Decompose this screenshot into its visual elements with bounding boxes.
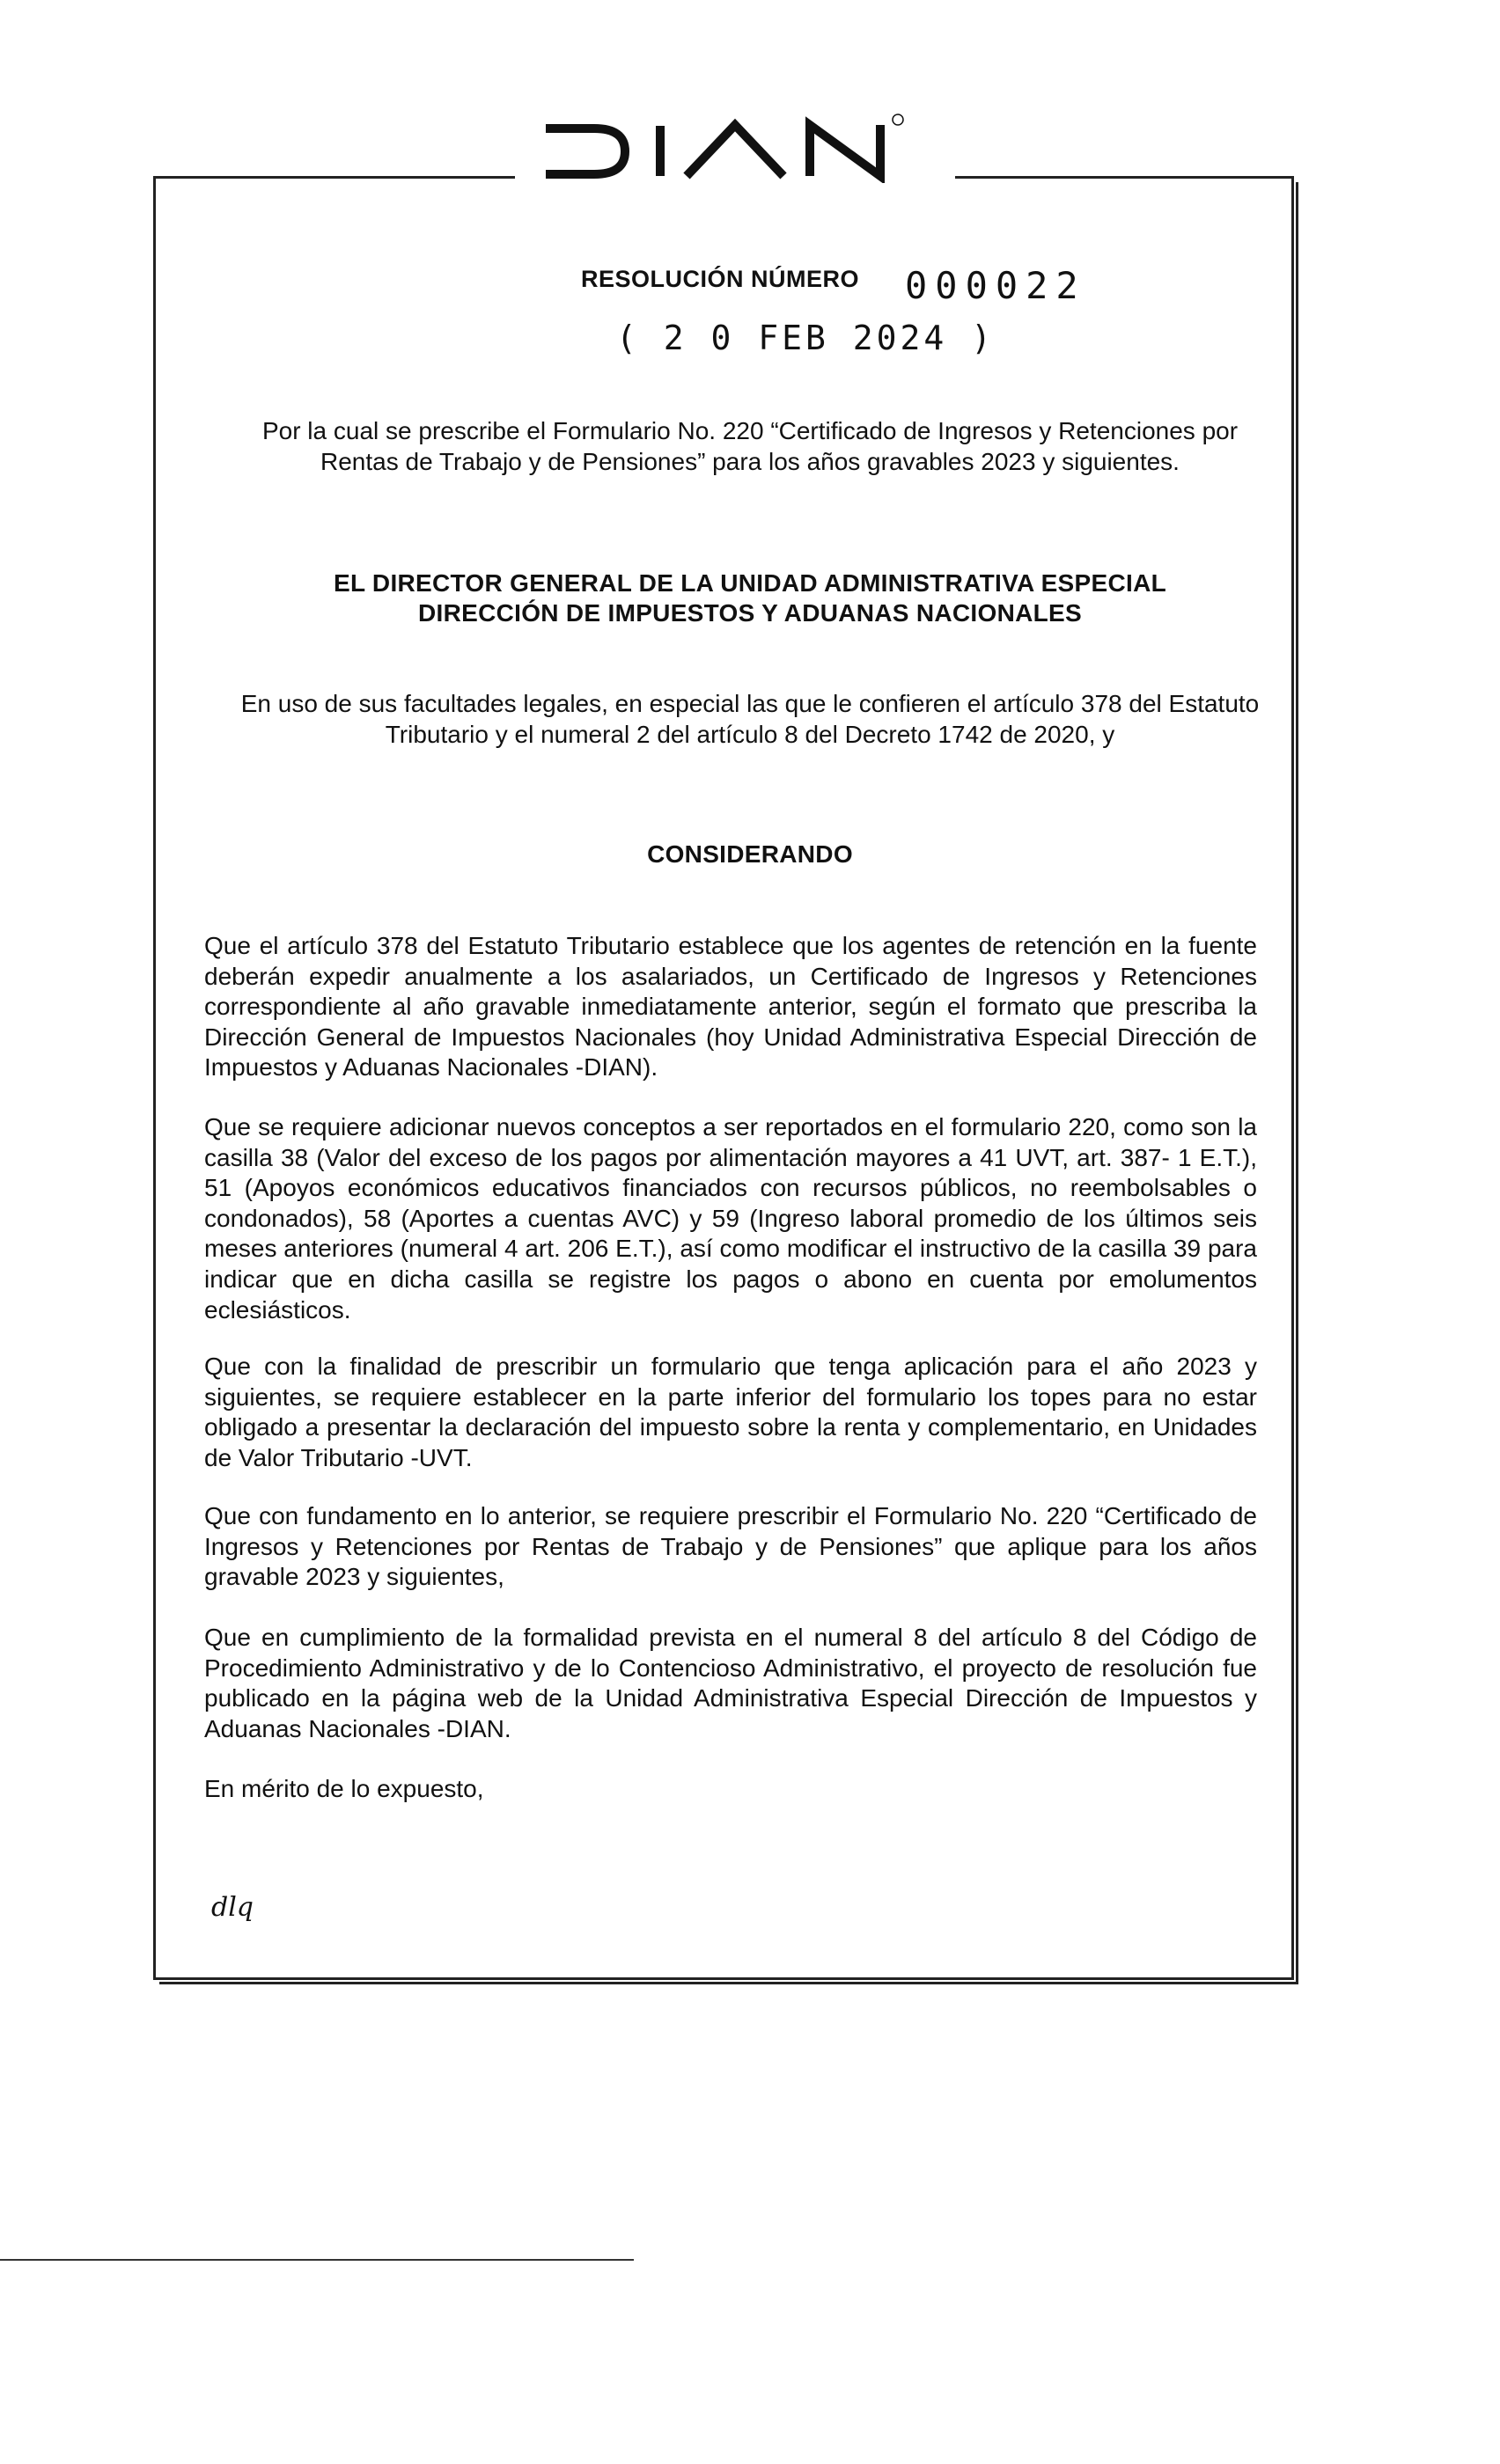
paragraph-1: Que el artículo 378 del Estatuto Tributario establece que los agentes de retención en la fuente deberán expedir anualmente a los asalariados, un Certificado de Ingresos y Retenciones correspondiente al año gravable inmediatamente anterior, según el formato que prescriba la Dirección General de Impuestos Nacionales (hoy Unidad Administrativa Especial Dirección de Impuestos y Aduanas Nacionales -DIAN).	[204, 932, 1257, 1082]
signature-initials: dlq	[211, 1892, 254, 1923]
legal-powers: En uso de sus facultades legales, en especial las que le confieren el artículo 378 del Estatuto Tributario y el numeral 2 del artículo 8 del Decreto 1742 de 2020, y	[240, 690, 1260, 748]
paragraph-5: Que en cumplimiento de la formalidad prevista en el numeral 8 del artículo 8 del Código de Procedimiento Administrativo y de lo Contencioso Administrativo, el proyecto de resolución fue publicado en la página web de la Unidad Administrativa Especial Dirección de Impuestos y Aduanas Nacionales -DIAN.	[204, 1624, 1257, 1742]
footer-rule	[0, 2259, 634, 2261]
dian-logo	[528, 113, 942, 183]
paragraph-6: En mérito de lo expuesto,	[204, 1775, 484, 1802]
authority-line-1: EL DIRECTOR GENERAL DE LA UNIDAD ADMINISTRATIVA ESPECIAL	[333, 569, 1167, 597]
resolution-date: ( 2 0 FEB 2024 )	[616, 319, 996, 357]
resolution-title: RESOLUCIÓN NÚMERO	[581, 266, 860, 292]
paragraph-4: Que con fundamento en lo anterior, se requiere prescribir el Formulario No. 220 “Certificado de Ingresos y Retenciones por Rentas de Trabajo y de Pensiones” que aplique para los años gravable 2023 y siguientes,	[204, 1502, 1257, 1591]
resolution-subject: Por la cual se prescribe el Formulario No. 220 “Certificado de Ingresos y Retenciones por Rentas de Trabajo y de Pensiones” para los años gravables 2023 y siguientes.	[261, 417, 1239, 475]
authority-line-2: DIRECCIÓN DE IMPUESTOS Y ADUANAS NACIONALES	[418, 599, 1082, 627]
considerando-heading: CONSIDERANDO	[647, 840, 853, 868]
resolution-number: 000022	[905, 264, 1086, 307]
paragraph-2: Que se requiere adicionar nuevos conceptos a ser reportados en el formulario 220, como son la casilla 38 (Valor del exceso de los pagos por alimentación mayores a 41 UVT, art. 387- 1 E.T.), 51 (Apoyos económicos educativos financiados con recursos públicos, no reembolsables o condonados), 58 (Aportes a cuentas AVC) y 59 (Ingreso laboral promedio de los últimos seis meses anteriores (numeral 4 art. 206 E.T.), así como modificar el instructivo de la casilla 39 para indicar que en dicha casilla se registre los pagos o abono en cuenta por emolumentos eclesiásticos.	[204, 1113, 1257, 1324]
paragraph-3: Que con la finalidad de prescribir un formulario que tenga aplicación para el año 2023 y siguientes, se requiere establecer en la parte inferior del formulario los topes para no estar obligado a presentar la declaración del impuesto sobre la renta y complementario, en Unidades de Valor Tributario -UVT.	[204, 1353, 1257, 1471]
authority-heading	[231, 568, 1269, 628]
